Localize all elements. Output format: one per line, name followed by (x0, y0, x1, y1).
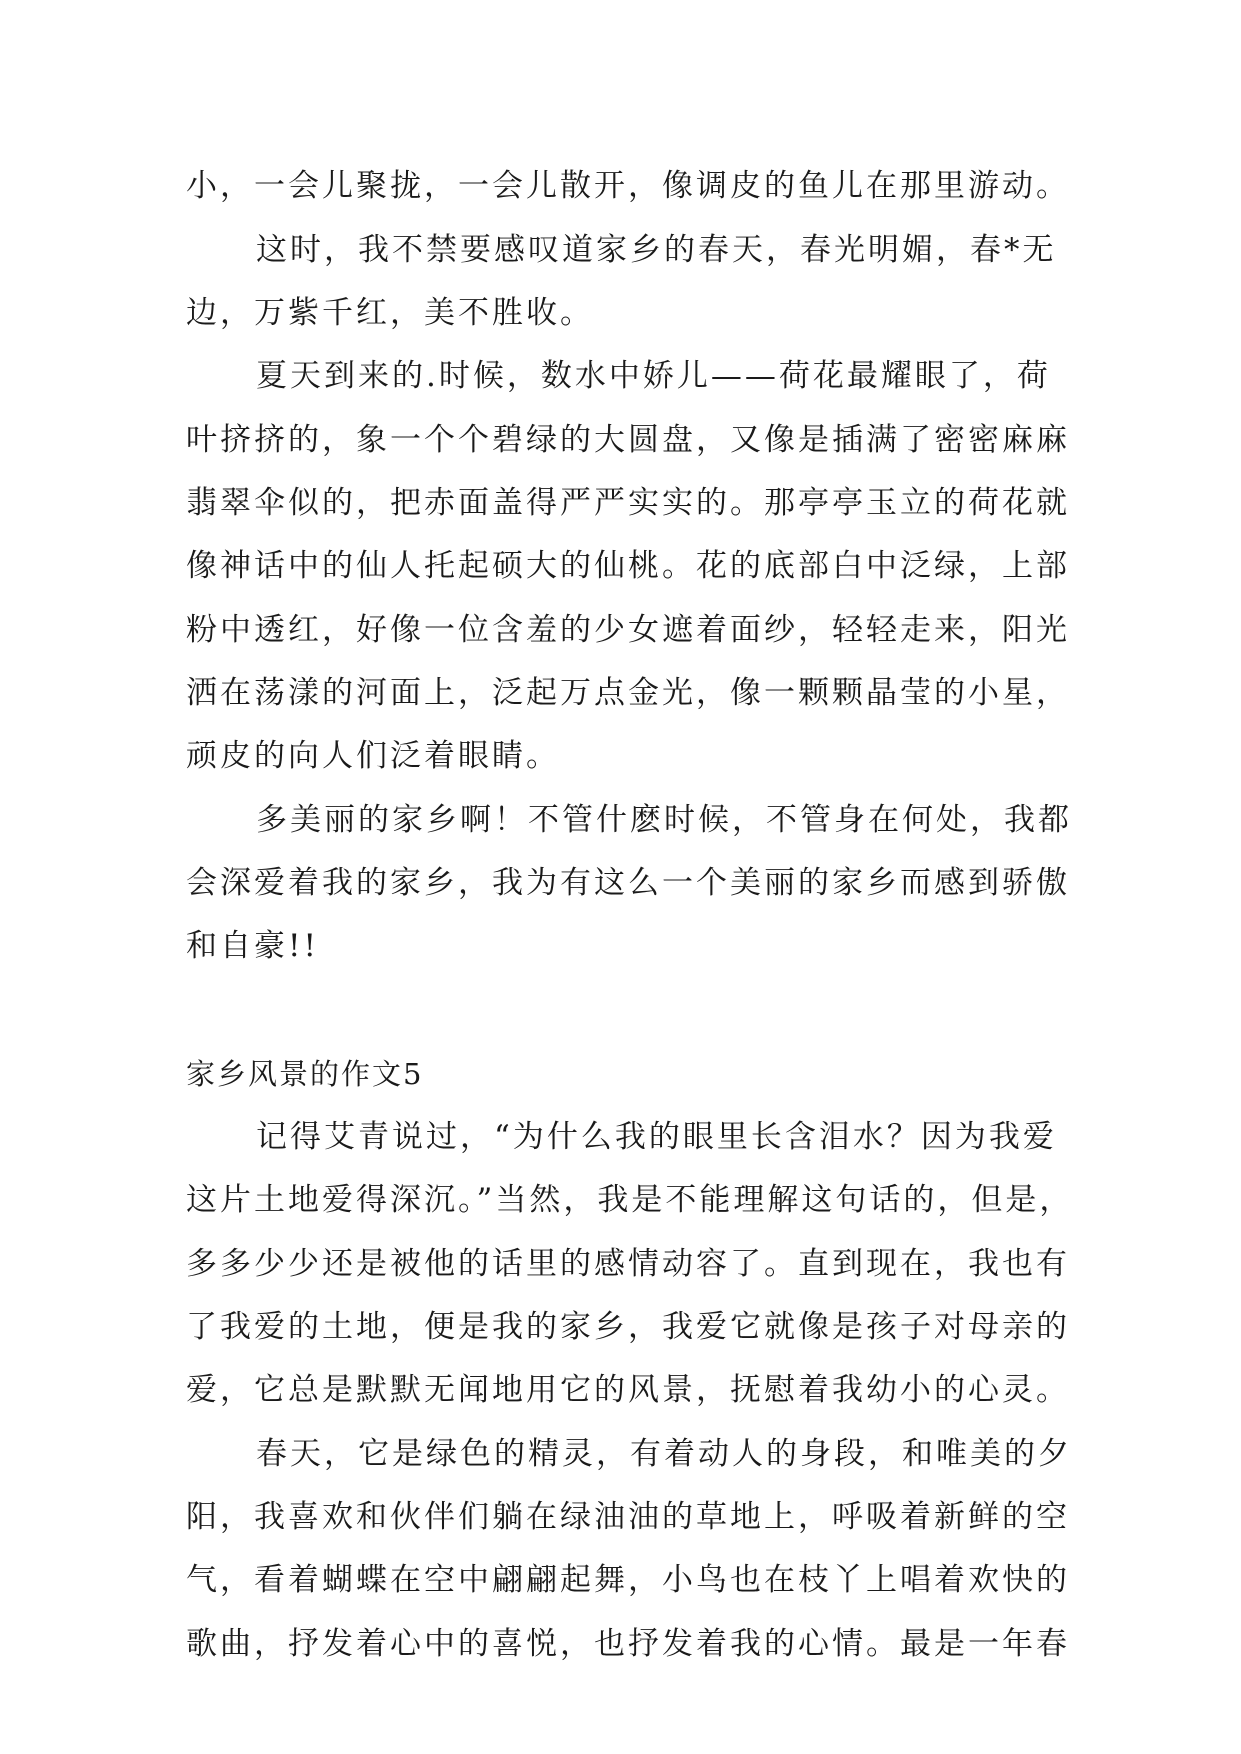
text-line: 了我爱的土地，便是我的家乡，我爱它就像是孩子对母亲的 (186, 1309, 1070, 1345)
text-line: 阳，我喜欢和伙伴们躺在绿油油的草地上，呼吸着新鲜的空 (186, 1499, 1070, 1535)
paragraph-first-line: 春天，它是绿色的精灵，有着动人的身段，和唯美的夕 (256, 1436, 1072, 1472)
text-line: 洒在荡漾的河面上，泛起万点金光，像一颗颗晶莹的小星， (186, 675, 1070, 711)
text-line: 和自豪!! (186, 928, 319, 964)
paragraph-first-line: 夏天到来的.时候，数水中娇儿——荷花最耀眼了，荷 (256, 358, 1051, 394)
section-heading: 家乡风景的作文5 (186, 1057, 424, 1091)
text-line: 翡翠伞似的，把赤面盖得严严实实的。那亭亭玉立的荷花就 (186, 485, 1070, 521)
paragraph-first-line: 这时，我不禁要感叹道家乡的春天，春光明媚，春*无 (256, 232, 1057, 268)
text-line: 叶挤挤的，象一个个碧绿的大圆盘，又像是插满了密密麻麻 (186, 422, 1070, 458)
text-line: 边，万紫千红，美不胜收。 (186, 295, 594, 331)
text-line: 像神话中的仙人托起硕大的仙桃。花的底部白中泛绿，上部 (186, 548, 1070, 584)
text-line: 多多少少还是被他的话里的感情动容了。直到现在，我也有 (186, 1246, 1070, 1282)
text-line: 顽皮的向人们泛着眼睛。 (186, 738, 560, 774)
text-line: 气，看着蝴蝶在空中翩翩起舞，小鸟也在枝丫上唱着欢快的 (186, 1562, 1070, 1598)
text-line: 这片土地爱得深沉。”当然，我是不能理解这句话的，但是， (186, 1182, 1074, 1218)
paragraph-first-line: 记得艾青说过，“为什么我的眼里长含泪水？因为我爱 (256, 1119, 1057, 1155)
text-line: 歌曲，抒发着心中的喜悦，也抒发着我的心情。最是一年春 (186, 1626, 1070, 1662)
text-line: 会深爱着我的家乡，我为有这么一个美丽的家乡而感到骄傲 (186, 865, 1070, 901)
text-line: 爱，它总是默默无闻地用它的风景，抚慰着我幼小的心灵。 (186, 1372, 1070, 1408)
paragraph-first-line: 多美丽的家乡啊！不管什麽时候，不管身在何处，我都 (256, 802, 1072, 838)
text-line: 小，一会儿聚拢，一会儿散开，像调皮的鱼儿在那里游动。 (186, 168, 1070, 204)
text-line: 粉中透红，好像一位含羞的少女遮着面纱，轻轻走来，阳光 (186, 612, 1070, 648)
